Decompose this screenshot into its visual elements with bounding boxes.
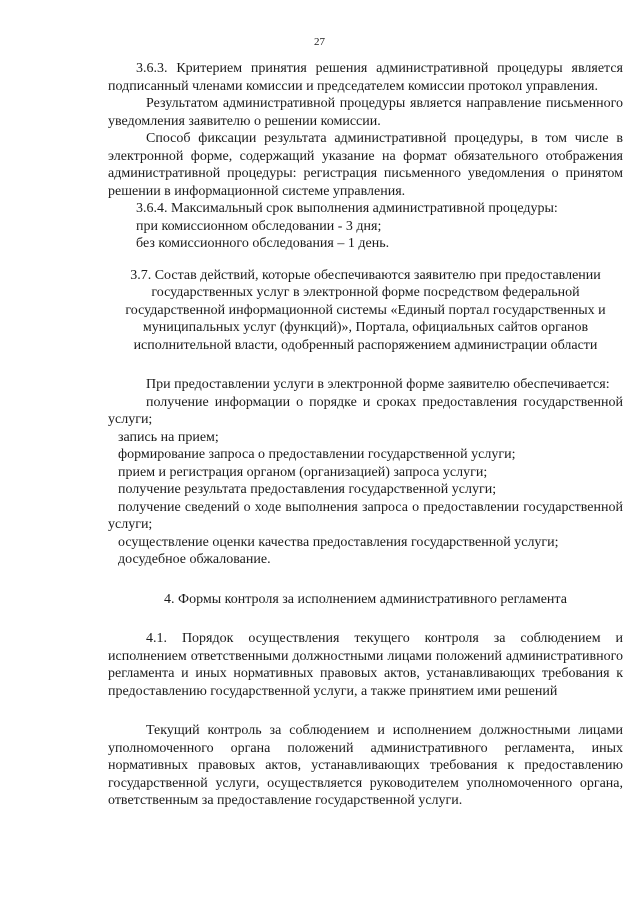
list-item: получение сведений о ходе выполнения запроса о предоставлении государственной услуги; — [108, 499, 623, 532]
list-item: осуществление оценки качества предоставления государственной услуги; — [118, 534, 559, 550]
document-body — [108, 60, 623, 810]
paragraph-fixation: Способ фиксации результата административной процедуры, в том числе в электронной форме, содержащий указание на формат обязательного отображения административной процедуры: регистрация письменного уведомления о принятом решении в информационной системе управления. — [108, 131, 623, 199]
list-item: формирование запроса о предоставлении государственной услуги; — [118, 447, 516, 462]
paragraph-current-control: Текущий контроль за соблюдением и исполнением должностными лицами уполномоченного органа положений административного регламента, иных нормативных правовых актов, устанавливающих требования к предоставлению государственной услуги, осуществляется руководителем уполномоченного органа, ответственным за предоставление государственной услуги. — [108, 723, 623, 808]
heading-3-7: 3.7. Состав действий, которые обеспечиваются заявителю при предоставлении государственных услуг в электронной форме посредством федеральной государственной информационной системы «Единый портал государственных и муниципальных услуг (функций)», Портала, официальных сайтов органов исполнительной власти, одобренный распоряжением администрации области — [125, 267, 606, 353]
paragraph-3-6-4: 3.6.4. Максимальный срок выполнения административной процедуры: — [136, 201, 558, 216]
list-item: получение информации о порядке и сроках предоставления государственной услуги; — [108, 394, 623, 427]
paragraph-electronic-intro: При предоставлении услуги в электронной форме заявителю обеспечивается: — [146, 377, 610, 392]
list-item: досудебное обжалование. — [118, 552, 271, 567]
paragraph-result: Результатом административной процедуры является направление письменного уведомления заявителю о решении комиссии. — [108, 96, 623, 129]
heading-section-4: 4. Формы контроля за исполнением административного регламента — [164, 591, 567, 607]
list-item: запись на прием; — [118, 429, 219, 445]
heading-4-1: 4.1. Порядок осуществления текущего контроля за соблюдением и исполнением ответственными должностными лицами положений административного регламента и иных нормативных правовых актов, устанавливающих требования к предоставлению государственной услуги, а также принятием ими решений — [108, 631, 623, 699]
list-item: получение результата предоставления государственной услуги; — [118, 482, 497, 497]
paragraph-3-6-3: 3.6.3. Критерием принятия решения административной процедуры является подписанный членами комиссии и председателем комиссии протокол управления. — [108, 61, 623, 94]
term-no-commission: без комиссионного обследования – 1 день. — [136, 236, 390, 251]
list-item: прием и регистрация органом (организацией) запроса услуги; — [118, 464, 488, 480]
electronic-actions-list — [108, 394, 623, 569]
page-number: 27 — [314, 36, 325, 48]
term-commission: при комиссионном обследовании - 3 дня; — [136, 218, 382, 234]
